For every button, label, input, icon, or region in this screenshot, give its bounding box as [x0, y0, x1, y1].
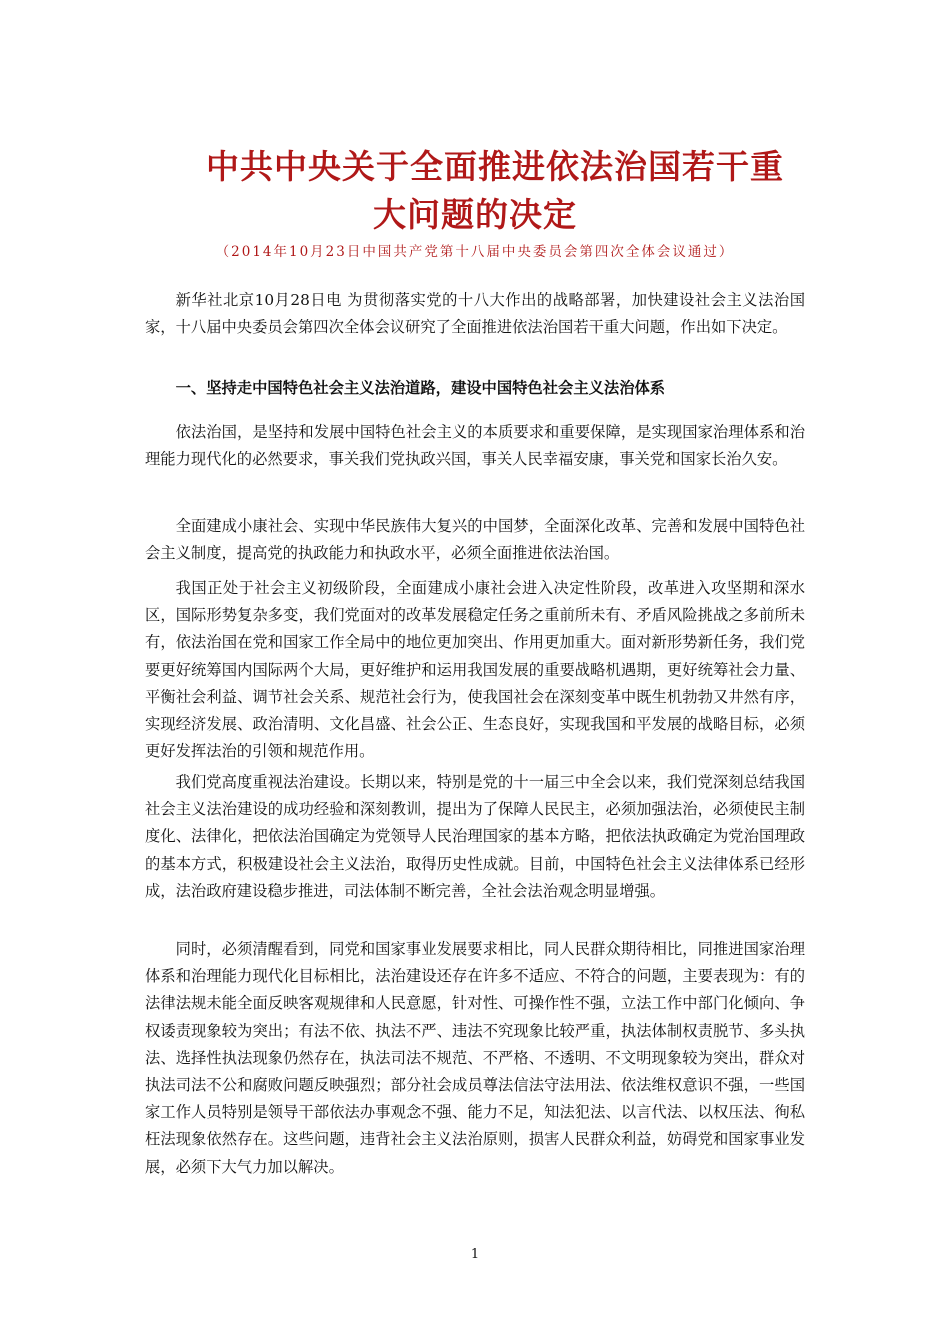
body-paragraph: 同时，必须清醒看到，同党和国家事业发展要求相比，同人民群众期待相比，同推进国家治理体系和治理能力现代化目标相比，法治建设还存在许多不适应、不符合的问题，主要表现为：有的法律法规未能全面反映客观规律和人民意愿，针对性、可操作性不强，立法工作中部门化倾向、争权诿责现象较为突出；有法不依、执法不严、违法不究现象比较严重，执法体制权责脱节、多头执法、选择性执法现象仍然存在，执法司法不规范、不严格、不透明、不文明现象较为突出，群众对执法司法不公和腐败问题反映强烈；部分社会成员尊法信法守法用法、依法维权意识不强，一些国家工作人员特别是领导干部依法办事观念不强、能力不足，知法犯法、以言代法、以权压法、徇私枉法现象依然存在。这些问题，违背社会主义法治原则，损害人民群众利益，妨碍党和国家事业发展，必须下大气力加以解决。 [145, 940, 805, 1176]
intro-paragraph: 新华社北京10月28日电 为贯彻落实党的十八大作出的战略部署，加快建设社会主义法治国家，十八届中央委员会第四次全体会议研究了全面推进依法治国若干重大问题，作出如下决定。 [145, 291, 805, 337]
document-title-line-1: 中共中央关于全面推进依法治国若干重 [206, 147, 784, 186]
body-paragraph: 全面建成小康社会、实现中华民族伟大复兴的中国梦，全面深化改革、完善和发展中国特色社会主义制度，提高党的执政能力和执政水平，必须全面推进依法治国。 [145, 517, 805, 563]
page-number: 1 [470, 1247, 480, 1262]
document-subtitle: （2014年10月23日中国共产党第十八届中央委员会第四次全体会议通过） [215, 244, 735, 260]
body-paragraph: 我们党高度重视法治建设。长期以来，特别是党的十一届三中全会以来，我们党深刻总结我国社会主义法治建设的成功经验和深刻教训，提出为了保障人民民主，必须加强法治，必须使民主制度化、法律化，把依法治国确定为党领导人民治理国家的基本方略，把依法执政确定为党治国理政的基本方式，积极建设社会主义法治，取得历史性成就。目前，中国特色社会主义法律体系已经形成，法治政府建设稳步推进，司法体制不断完善，全社会法治观念明显增强。 [145, 773, 805, 900]
body-paragraph: 依法治国，是坚持和发展中国特色社会主义的本质要求和重要保障，是实现国家治理体系和治理能力现代化的必然要求，事关我们党执政兴国，事关人民幸福安康，事关党和国家长治久安。 [145, 423, 805, 469]
section-heading: 一、坚持走中国特色社会主义法治道路，建设中国特色社会主义法治体系 [175, 379, 666, 397]
body-paragraph: 我国正处于社会主义初级阶段，全面建成小康社会进入决定性阶段，改革进入攻坚期和深水区，国际形势复杂多变，我们党面对的改革发展稳定任务之重前所未有、矛盾风险挑战之多前所未有，依法治国在党和国家工作全局中的地位更加突出、作用更加重大。面对新形势新任务，我们党要更好统筹国内国际两个大局，更好维护和运用我国发展的重要战略机遇期，更好统筹社会力量、平衡社会利益、调节社会关系、规范社会行为，使我国社会在深刻变革中既生机勃勃又井然有序，实现经济发展、政治清明、文化昌盛、社会公正、生态良好，实现我国和平发展的战略目标，必须更好发挥法治的引领和规范作用。 [145, 579, 805, 761]
document-title-line-2: 大问题的决定 [373, 195, 577, 234]
